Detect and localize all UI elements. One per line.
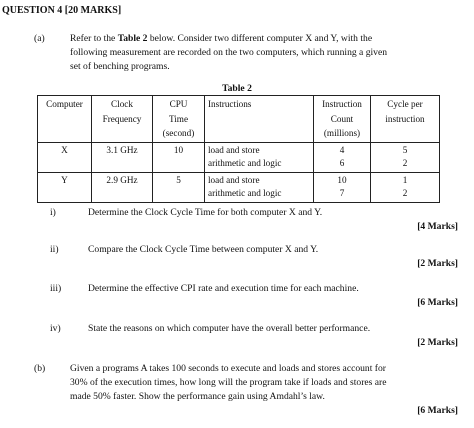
part-a-intro-line-1 (70, 34, 372, 44)
subquestion-iv-marks: [2 Marks] (417, 337, 458, 348)
part-a-intro-line-2: following measurement are recorded on the two computers, which running a given (70, 47, 388, 58)
measurement-table (37, 95, 440, 203)
cell-cpi: 5 2 (371, 142, 440, 172)
cell-cpu-time: 5 (153, 172, 205, 202)
subquestion-iii-marks: [6 Marks] (417, 297, 458, 308)
cell-clock: 2.9 GHz (92, 172, 153, 202)
subquestion-ii-text: Compare the Clock Cycle Time between computer X and Y. (88, 244, 319, 255)
subquestion-iii-text: Determine the effective CPI rate and execution time for each machine. (88, 283, 359, 294)
subquestion-ii-label: ii) (50, 244, 59, 255)
table-reference: Table 2 (117, 33, 148, 44)
subquestion-iv-label: iv) (50, 323, 61, 334)
header-computer: Computer (38, 96, 92, 143)
part-a-label: (a) (34, 33, 45, 44)
cell-cpu-time: 10 (153, 142, 205, 172)
subquestion-i-text: Determine the Clock Cycle Time for both computer X and Y. (88, 207, 323, 218)
cell-cpi: 1 2 (371, 172, 440, 202)
part-b-line-1: Given a programs A takes 100 seconds to execute and loads and stores account for (70, 363, 386, 374)
table-row (38, 172, 440, 202)
subquestion-iii-label: iii) (50, 283, 62, 294)
question-heading: QUESTION 4 [20 MARKS] (2, 5, 122, 16)
cell-computer: X (38, 142, 92, 172)
part-b-line-3: made 50% faster. Show the performance gain using Amdahl’s law. (70, 391, 325, 402)
header-instructions: Instructions (205, 96, 314, 143)
table-row (38, 142, 440, 172)
cell-count: 10 7 (314, 172, 371, 202)
cell-instructions: load and store arithmetic and logic (205, 172, 314, 202)
header-instruction-count: Instruction Count (millions) (314, 96, 371, 143)
intro-text: Refer to the (70, 33, 118, 44)
part-b-line-2: 30% of the execution times, how long will the program take if loads and stores are (70, 377, 387, 388)
part-b-label: (b) (34, 363, 46, 374)
table-caption: Table 2 (222, 83, 252, 94)
cell-instructions: load and store arithmetic and logic (205, 142, 314, 172)
header-cpu-time: CPU Time (second) (153, 96, 205, 143)
header-cycle-per-instruction: Cycle per instruction (371, 96, 440, 143)
header-clock-frequency: Clock Frequency (92, 96, 153, 143)
subquestion-iv-text: State the reasons on which computer have the overall better performance. (88, 323, 371, 334)
cell-clock: 3.1 GHz (92, 142, 153, 172)
subquestion-i-marks: [4 Marks] (417, 221, 458, 232)
subquestion-ii-marks: [2 Marks] (417, 258, 458, 269)
part-a-intro-line-3: set of benching programs. (70, 61, 170, 72)
part-b-marks: [6 Marks] (417, 405, 458, 416)
subquestion-i-label: i) (50, 207, 56, 218)
table-header-row (38, 96, 440, 143)
cell-count: 4 6 (314, 142, 371, 172)
cell-computer: Y (38, 172, 92, 202)
intro-text-continued: below. Consider two different computer X and Y, with the (147, 33, 373, 44)
